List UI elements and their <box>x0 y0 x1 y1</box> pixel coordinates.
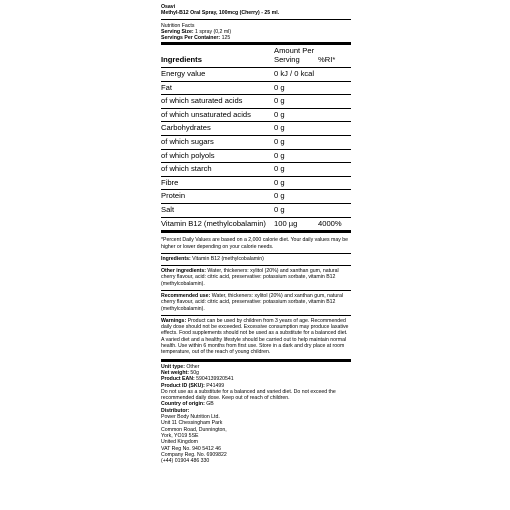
header-amount: Amount Per Serving <box>274 46 315 65</box>
nutrient-amount: 0 kJ / 0 kcal <box>274 69 315 79</box>
nutrient-name: Protein <box>161 191 186 201</box>
nutrient-ri <box>318 97 351 106</box>
ingredients-section: Ingredients: Vitamin B12 (methylcobalamin) <box>161 255 264 262</box>
nutrient-row <box>161 189 351 203</box>
nutrient-name: Carbohydrates <box>161 123 211 133</box>
distributor-line: VAT Reg No. 940 5412 46 <box>161 445 221 452</box>
serving-size: Serving Size: 1 spray (0,2 ml) <box>161 28 232 35</box>
servings-per-container: Servings Per Container: 125 <box>161 35 231 42</box>
nutrient-row <box>161 217 351 231</box>
distributor-line: United Kingdom <box>161 439 198 446</box>
nutrient-amount: 0 g <box>274 164 285 174</box>
product-sku: Product ID (SKU): P41499 <box>161 382 225 389</box>
nutrient-row <box>161 203 351 217</box>
distributor-line: York, YO19 5SE <box>161 432 199 439</box>
nutrient-name: Fat <box>161 82 172 92</box>
nutrient-row <box>161 149 351 163</box>
nutrient-name: of which sugars <box>161 137 214 147</box>
nutrient-row <box>161 94 351 108</box>
nutrient-ri <box>318 179 351 188</box>
nutrient-ri <box>318 84 351 93</box>
nutrient-amount: 0 g <box>274 137 285 147</box>
nutrient-amount: 0 g <box>274 82 285 92</box>
header-ingredients: Ingredients <box>161 55 202 65</box>
distributor-line: Company Reg. No. 6909822 <box>161 451 227 458</box>
distributor-label: Distributor: <box>161 407 190 414</box>
nutrient-ri <box>318 206 351 215</box>
product-title: Methyl-B12 Oral Spray, 100mcg (Cherry) - 25 ml. <box>161 10 280 17</box>
nutrient-ri <box>318 111 351 120</box>
nutrient-amount: 0 g <box>274 177 285 187</box>
nutrient-row <box>161 135 351 149</box>
distributor-line: Common Road, Dunnington, <box>161 426 227 433</box>
nutrient-amount: 0 g <box>274 191 285 201</box>
nutrient-amount: 0 g <box>274 205 285 215</box>
nutrient-amount: 0 g <box>274 123 285 133</box>
nutrient-row <box>161 121 351 135</box>
nutrient-amount: 100 µg <box>274 218 298 228</box>
nutrient-name: of which saturated acids <box>161 96 243 106</box>
nutrient-row <box>161 68 351 81</box>
nutrient-ri <box>318 138 351 147</box>
nutrient-name: Energy value <box>161 69 206 79</box>
nutrient-row <box>161 81 351 95</box>
distributor-line: Power Body Nutrition Ltd. <box>161 414 220 421</box>
nutrient-ri: 4000% <box>318 218 342 228</box>
brand-name: Osavi <box>161 4 176 10</box>
nutrient-name: of which starch <box>161 164 212 174</box>
nutrient-row <box>161 162 351 176</box>
nutrient-amount: 0 g <box>274 150 285 160</box>
unit-type: Unit type: Other <box>161 363 200 370</box>
nutrient-ri <box>318 70 351 79</box>
header-ri: %RI* <box>318 55 336 65</box>
nutrient-amount: 0 g <box>274 96 285 106</box>
nutrient-ri <box>318 152 351 161</box>
nutrient-name: Vitamin B12 (methylcobalamin) <box>161 218 266 228</box>
nutrient-name: Fibre <box>161 177 179 187</box>
nutrient-rows <box>161 68 351 230</box>
nutrient-amount: 0 g <box>274 109 285 119</box>
other-ingredients-section: Other ingredients: Water, thickeners: xylitol (20%) and xanthan gum, natural cherry flavour, acid: citric acid, preservative: potassium sorbate, vitamin B12 (methylcobalamin). <box>161 268 339 287</box>
distributor-line: (+44) 01904 486 330 <box>161 458 210 465</box>
nutrition-panel <box>161 4 351 464</box>
product-details <box>161 362 351 465</box>
warnings-section: Warnings: Product can be used by children from 3 years of age. Recommended daily dose should not be exceeded. Excessive consumption may produce laxative effects. Food supplements should not be used as a substitute for a balanced diet. A varied diet and a healthy lifestyle should be carried out to help maintain normal health. Use within 6 months from first use. Store in a dark and dry place at room temperature, out of the reach of young children. <box>161 317 349 356</box>
usage-note: Do not use as a substitute for a balanced and varied diet. Do not exceed the recommended daily dose. Keep out of reach of children. <box>161 388 336 402</box>
nutrient-row <box>161 176 351 190</box>
country-of-origin: Country of origin: GB <box>161 401 214 408</box>
distributor-address <box>161 414 351 464</box>
nutrient-ri <box>318 165 351 174</box>
footnote: *Percent Daily Values are based on a 2,000 calorie diet. Your daily values may be higher or lower depending on your calorie needs. <box>161 237 349 250</box>
nutrient-name: of which polyols <box>161 150 215 160</box>
nutrient-name: of which unsaturated acids <box>161 109 251 119</box>
nutrient-ri <box>318 192 351 201</box>
table-header <box>161 45 351 67</box>
nutrient-row <box>161 108 351 122</box>
recommended-use-section: Recommended use: Water, thickeners: xylitol (20%) and xanthan gum, natural cherry flavour, acid: citric acid, preservative: potassium sorbate, vitamin B12 (methylcobalamin). <box>161 292 344 312</box>
facts-heading: Nutrition Facts <box>161 22 195 29</box>
distributor-line: Unit 11 Chessingham Park <box>161 420 223 427</box>
nutrient-name: Salt <box>161 205 175 215</box>
product-ean: Product EAN: 5904139920541 <box>161 376 234 383</box>
nutrient-ri <box>318 124 351 133</box>
net-weight: Net weight: 50g <box>161 369 200 376</box>
